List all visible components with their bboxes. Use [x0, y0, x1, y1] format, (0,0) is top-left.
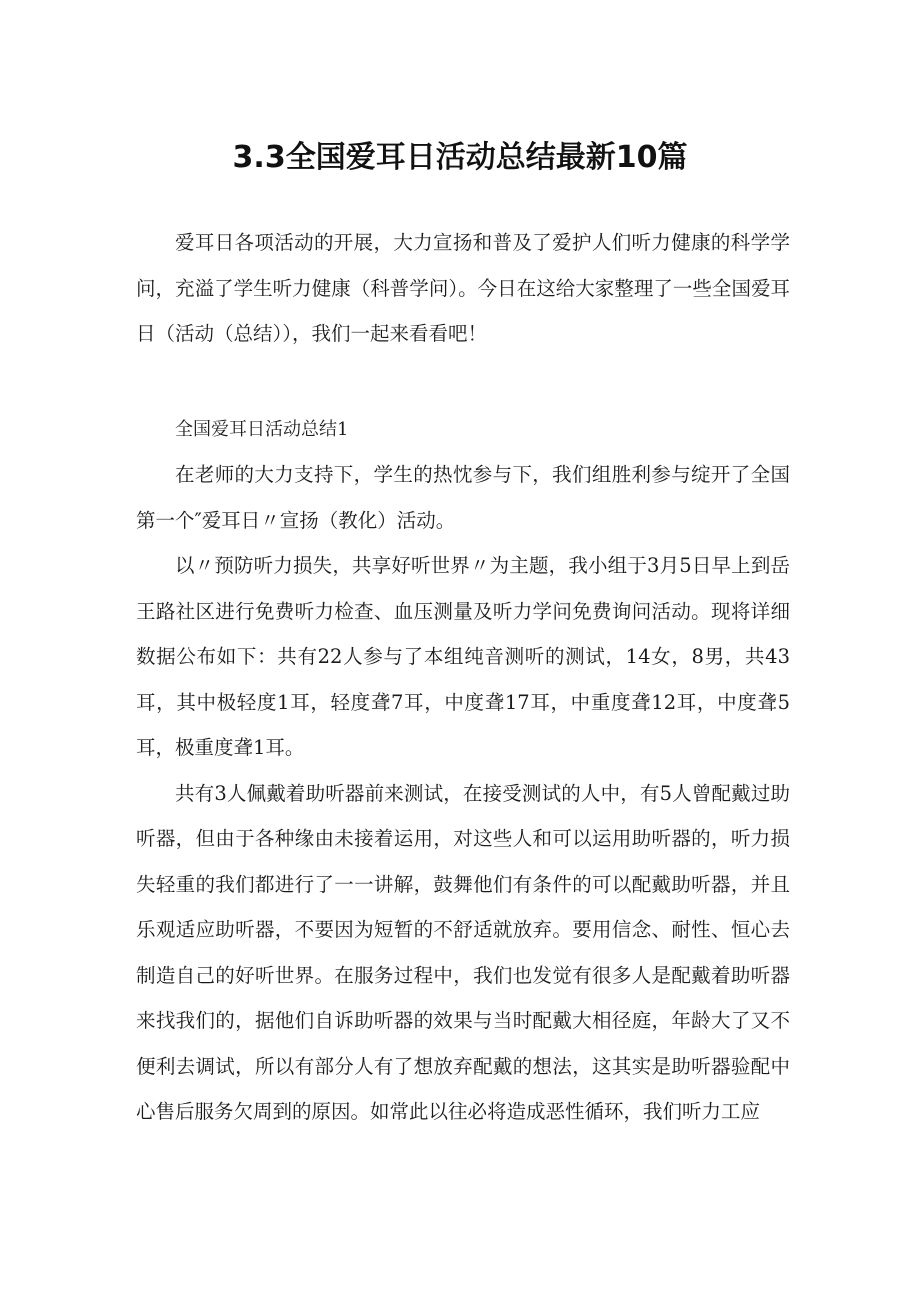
document-title: 3.3全国爱耳日活动总结最新10篇 — [232, 140, 688, 175]
intro-paragraph: 爱耳日各项活动的开展，大力宣扬和普及了爱护人们听力健康的科学学问，充溢了学生听力健康（科普学问）。今日在这给大家整理了一些全国爱耳日（活动（总结）），我们一起来看看吧！ — [136, 231, 790, 345]
body-paragraph-3: 共有3人佩戴着助听器前来测试，在接受测试的人中，有5人曾配戴过助听器，但由于各种缘由未接着运用，对这些人和可以运用助听器的，听力损失轻重的我们都进行了一一讲解，鼓舞他们有条件的可以配戴助听器，并且乐观适应助听器，不要因为短暂的不舒适就放弃。要用信念、耐性、恒心去制造自己的好听世界。在服务过程中，我们也发觉有很多人是配戴着助听器来找我们的，据他们自诉助听器的效果与当时配戴大相径庭，年龄大了又不便利去调试，所以有部分人有了想放弃配戴的想法，这其实是助听器验配中心售后服务欠周到的原因。如常此以往必将造成恶性循环，我们听力工应 — [136, 781, 790, 1123]
body-paragraph-1: 在老师的大力支持下，学生的热忱参与下，我们组胜利参与绽开了全国第一个″爱耳日〃宣扬（教化）活动。 — [136, 463, 790, 532]
section-heading: 全国爱耳日活动总结1 — [175, 418, 349, 440]
section-gap — [136, 357, 790, 407]
document-body — [136, 220, 790, 1135]
body-paragraph-2: 以〃预防听力损失，共享好听世界〃为主题，我小组于3月5日早上到岳王路社区进行免费听力检查、血压测量及听力学问免费询问活动。现将详细数据公布如下：共有22人参与了本组纯音测听的测试，14女，8男，共43耳，其中极轻度1耳，轻度聋7耳，中度聋17耳，中重度聋12耳，中度聋5耳，极重度聋1耳。 — [136, 554, 790, 759]
